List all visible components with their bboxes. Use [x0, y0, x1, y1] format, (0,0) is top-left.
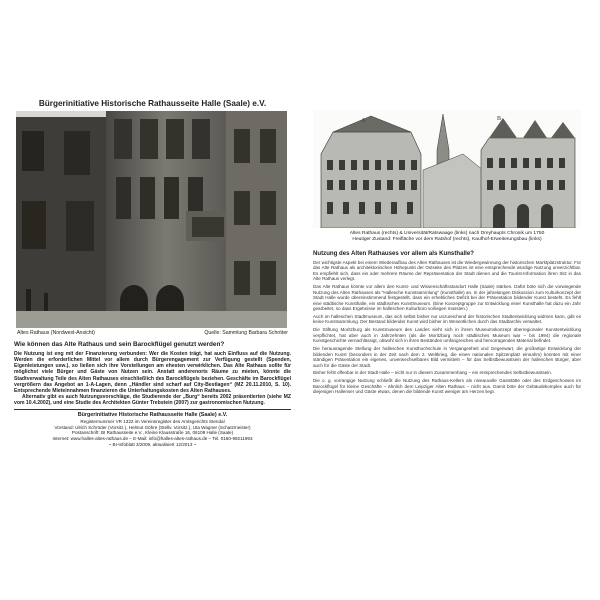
left-paragraph-2: Alternativ gibt es auch Nutzungsvorschläge, die Studierende der „Burg“ bereits 2002 präsentierten (siehe MZ vom 10.4.2002), und eine Studie des Architekten Günter Trebstein (2007) zur gastronomischen Nutzung. [14, 394, 291, 407]
old-town-hall-photo [16, 111, 287, 328]
left-title: Bürgerinitiative Historische Rathausseite Halle (Saale) e.V. [38, 99, 267, 108]
photo-credit: Quelle: Sammlung Barbara Schröter [204, 330, 288, 336]
left-footer [14, 412, 291, 447]
footer-line-contact: Internet: www.halles-altes-rathaus.de – E-Mail: info@halles-altes-rathaus.de – Tel. 0160-99211993 [52, 436, 253, 442]
left-heading: Wie können das Alte Rathaus und sein Barockflügel genutzt werden? [14, 341, 225, 348]
drawing-label-b: B [497, 116, 502, 122]
drawing-caption [313, 231, 581, 243]
footer-line-issue: ~ BI-Infoblatt 3/2009, aktualisiert 12/2013 ~ [108, 441, 197, 447]
historic-drawing [313, 110, 581, 228]
right-paragraph-3: Auch im halleschen Stadtmuseum, das sich selbst bisher nur unzureichend der historischen Stadtentwicklung widmen kann, gibt es keine Kunstsammlung. Der Bestand bildender Kunst wird bisher im Wesentlichen durch das Stadtarchiv verwaltet. [313, 313, 581, 325]
footer-line-address: Postanschrift: BI Rathausseite e.V., Kleine Klausstraße 16, 06108 Halle (Saale) [71, 430, 234, 436]
right-paragraph-5: Die herausragende Stellung der halleschen Kunsthochschule in Vergangenheit und Gegenwart, die großartige Entwicklung der bildenden Kunst (besonders in der Zeit nach dem 2. Weltkrieg, die einen nationalen Spitzenplatz einnahm) könnten mit einer ständigen Präsentation ein eigenes, unverwechselbares Bild vermitteln – für das Selbstbewusstsein der halleschen Bürger, aber auch für die Gäste der Stadt. [313, 346, 581, 368]
footer-line-board: Vorstand: Ulrich Schröder (Vorsitz.), Helmut Göhre (Stellv. Vorsitz.), Uta Wagner (Schatzmeister) [54, 424, 251, 430]
right-paragraph-7: Die o. g. vorrangige Nutzung schließt die Nutzung des Rathaus-Kellers als niveauvolle Gaststätte oder des Erdgeschosses im Barockflügel für kleine Geschäfte – ähnlich dem Leipziger Alten Rathaus – nicht aus. Damit böte der Gebäudekomplex auch für diejenigen Hallenser und Gäste etwas, denen die bildende Kunst weniger am Herzen liegt. [313, 378, 581, 395]
right-paragraph-6: Bisher fehlt offenbar in der Stadt Halle – nicht nur in diesem Zusammenhang – ein entsprechendes Selbstbewusstsein. [313, 370, 553, 376]
left-column [14, 99, 291, 447]
historic-drawing-graphic [313, 110, 581, 228]
photo-caption-row [17, 330, 288, 336]
right-paragraph-4: Die Stiftung Moritzburg als Kunstmuseum des Landes sieht sich in ihrem Museumskonzept überregionaler Kunstentwicklung verpflichtet, hat aber auch in Jahrzehnten (als die Moritzburg noch städtisches Museum war – bis 1994) die regionale Kunstgeschichte vernachlässigt, obwohl sich in ihren Beständen umfangreiches und hervorragendes Material befindet. [313, 327, 581, 344]
footer-divider [14, 409, 291, 410]
drawing-caption-line-2: Heutiger Zustand: Freifläche vor dem Ratshof (rechts), Kaufhof-Erweiterungsbau (links) [352, 236, 542, 242]
right-paragraph-2: Das Alte Rathaus könnte vor allem den Kunst- und Wissenschaftsstandort Halle (Saale) stärken. Dafür böte sich die vorwiegende Nutzung des Alten Rathauses als "Hallesche Kunstsammlung" (Kunsthalle) an. In der jahrelangen Diskussion zum Kulturkonzept der Stadt Halle wurde übereinstimmend festgestellt, dass ein erhebliches Defizit bei der Präsentation bildender Kunst besteht. Es fehlt eine städtische Kunsthalle, ein städtisches Kunstmuseum. (Eine Konzeptgruppe zur Entwicklung einer Kunsthalle hat dazu ein Jahr gearbeitet, so dass Ergebnisse im halleschen Kulturbüro vorliegen müssten.) [313, 283, 581, 312]
right-paragraph-1: Der wichtigste Aspekt bei einem Wiederaufbau des Alten Rathauses ist die Wiedergewinnung der historischen Marktplatzstruktur. Für das Alte Rathaus als architektonischen Höhepunkt der Ostseite des Platzes ist eine entsprechende würdige Nutzung unverzichtbar. Es empfiehlt sich, dass ein oder mehrere Räume der Repräsentation der Stadt dienen und die Tourist-Information ihren Sitz in das Alte Rathaus verlegt. [313, 259, 581, 282]
footer-line-register: Registernummer VR 1322 im Vereinsregister des Amtsgerichts Stendal [80, 418, 225, 424]
drawing-caption-line-1: Altes Rathaus (rechts) & Universität/Ratswaage (links) nach Dreyhaupts Chronik um 1750 [349, 231, 545, 236]
right-column [313, 110, 581, 397]
drawing-label-a: A [361, 118, 366, 124]
right-body [313, 260, 581, 395]
town-hall-photo-graphic [16, 111, 287, 328]
photo-caption: Altes Rathaus (Nordwest-Ansicht) [17, 330, 95, 336]
left-body [14, 351, 291, 406]
left-paragraph-1: Die Nutzung ist eng mit der Finanzierung verbunden: Wer die Kosten trägt, hat auch Einfluss auf die Nutzung. Werden die erforderlichen Mittel vor allem durch Bürgerengagement zur Verfügung gestellt (Spenden, Eigenleistungen usw.), so ließen sich ihre Vorstellungen am ehesten verwirklichen. Das Alte Rathaus sollte für möglichst viele Bürger und Gäste von Nutzen sein. Anstatt anderenorts Räume zu mieten, könnte die Stadtverwaltung Teile des Alten Rathauses einschließlich des Barockflügels beziehen. Geschäfte im Barockflügel vergrößern das Angebot an 1-A-Lagen, denn „Händler sind scharf auf City-Bestlagen“ (MZ 20.11.2010, S. 10). Entsprechende Mieteinnahmen finanzieren die Unterhaltungskosten des Alten Rathauses. [14, 351, 291, 394]
footer-title: Bürgerinitiative Historische Rathausseite Halle (Saale) e.V. [77, 412, 228, 419]
right-heading: Nutzung des Alten Rathauses vor allem als Kunsthalle? [313, 249, 474, 257]
